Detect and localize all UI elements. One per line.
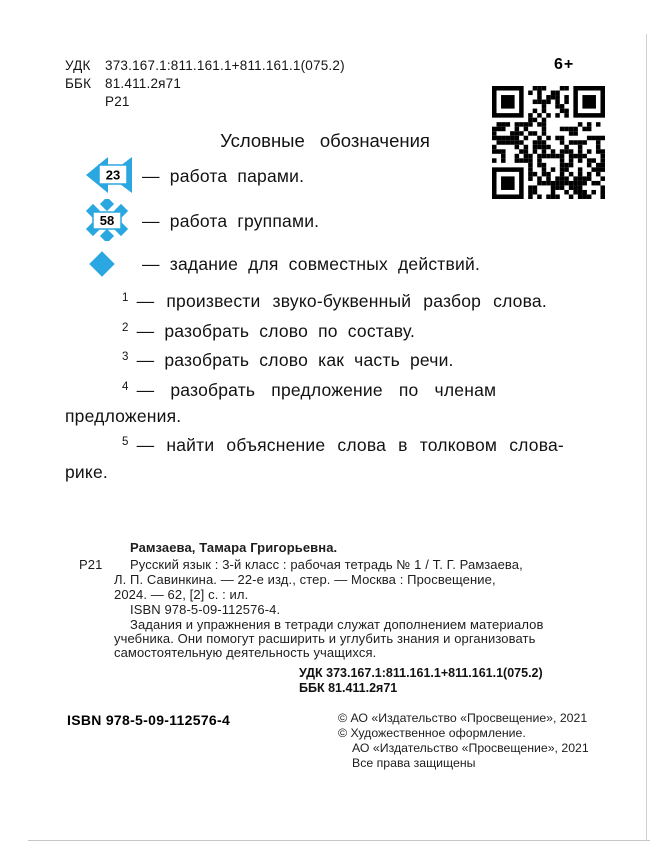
bbk-label: ББК [65, 76, 92, 91]
footnote-text-4: — разобрать предложение по членам [136, 380, 497, 400]
group-work-icon [84, 199, 130, 246]
udk-value: 373.167.1:811.161.1+811.161.1(075.2) [105, 58, 345, 73]
footnote-text-4-continuation: предложения. [65, 406, 182, 426]
copyright-line-4: Все права защищены [352, 756, 476, 770]
imprint-isbn-line: ISBN 978-5-09-112576-4. [130, 602, 281, 617]
group-work-count: 58 [99, 213, 115, 228]
isbn-footer: ISBN 978-5-09-112576-4 [67, 712, 231, 728]
imprint-catalog-code: Р21 [79, 557, 103, 572]
legend-heading: Условные обозначения [220, 130, 430, 151]
footnote-text-1: — произвести звуко-буквенный разбор слова. [136, 291, 547, 311]
legend-item-footnote-3 [122, 350, 454, 371]
legend-item-footnote-4 [122, 380, 496, 401]
footnote-marker-5: 5 [122, 436, 129, 448]
annotation-line-3: самостоятельную деятельность учащихся. [114, 645, 377, 660]
bibliographic-line-2: Л. П. Савинкина. — 22-е изд., стер. — Москва : Просвещение, [114, 572, 496, 587]
bbk-line [65, 76, 181, 91]
footnote-text-3: — разобрать слово как часть речи. [136, 350, 454, 370]
legend-item-pair-work: — работа парами. [142, 166, 305, 186]
page-edge-bottom [28, 840, 650, 841]
legend-item-footnote-2 [122, 321, 415, 342]
footnote-marker-1: 1 [122, 292, 129, 304]
footnote-marker-2: 2 [122, 322, 129, 334]
footnote-text-5-continuation: рике. [65, 462, 108, 482]
catalog-code: Р21 [105, 94, 130, 109]
copyright-line-1: © АО «Издательство «Просвещение», 2021 [338, 711, 588, 725]
pair-work-count: 23 [105, 167, 121, 183]
age-rating-badge: 6+ [554, 56, 575, 73]
bbk-footer: ББК 81.411.2я71 [299, 681, 398, 695]
annotation-line-1: Задания и упражнения в тетради служат дополнением материалов [130, 617, 544, 632]
udk-label: УДК [65, 58, 91, 73]
footnote-marker-3: 3 [122, 351, 129, 363]
footnote-marker-4: 4 [122, 381, 129, 393]
udk-line [65, 58, 345, 73]
bibliographic-line-1: Русский язык : 3-й класс : рабочая тетрадь № 1 / Т. Г. Рамзаева, [130, 557, 523, 572]
udk-footer: УДК 373.167.1:811.161.1+811.161.1(075.2) [299, 666, 543, 680]
bibliographic-line-3: 2024. — 62, [2] с. : ил. [114, 587, 249, 602]
copyright-line-3: АО «Издательство «Просвещение», 2021 [352, 741, 589, 755]
page-edge-right [646, 34, 647, 841]
annotation-line-2: учебника. Они помогут расширить и углубить знания и организовать [114, 631, 536, 646]
legend-item-footnote-5 [122, 435, 564, 456]
legend-item-footnote-1 [122, 291, 547, 312]
author-name: Рамзаева, Тамара Григорьевна. [130, 540, 338, 555]
footnote-text-2: — разобрать слово по составу. [136, 321, 416, 341]
footnote-text-5: — найти объяснение слова в толковом слова- [136, 435, 564, 455]
copyright-line-2: © Художественное оформление. [338, 726, 526, 740]
bbk-value: 81.411.2я71 [105, 76, 182, 91]
legend-item-group-work: — работа группами. [142, 211, 320, 231]
pair-work-icon [82, 156, 136, 199]
diamond-icon [88, 250, 116, 283]
legend-item-joint-task: — задание для совместных действий. [142, 254, 481, 274]
